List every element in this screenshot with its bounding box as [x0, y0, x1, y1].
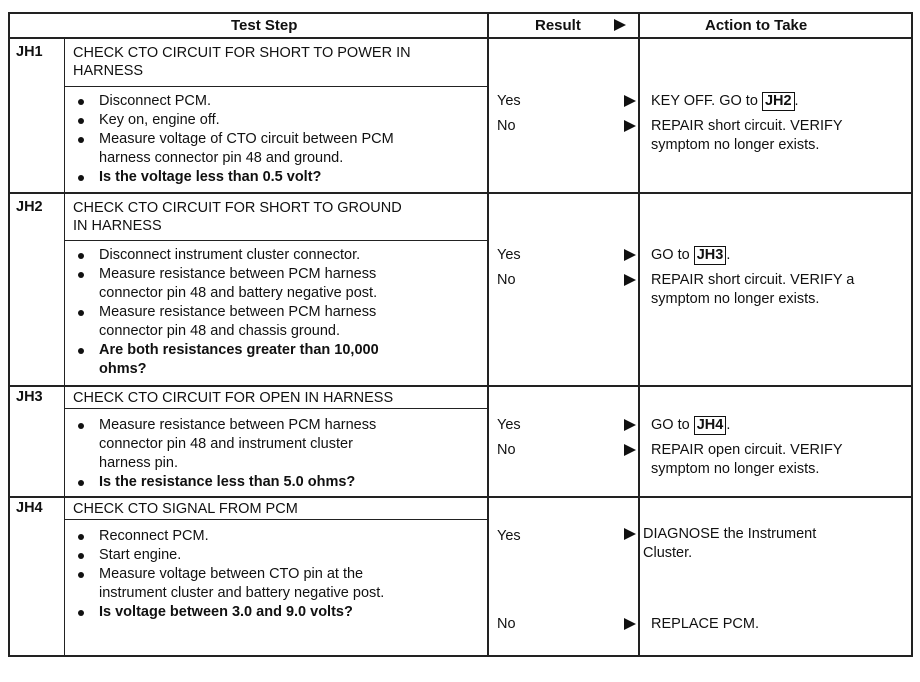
bullet-icon [78, 423, 84, 429]
header-arrow-icon [614, 19, 626, 31]
arrow-icon [624, 528, 636, 540]
bullet-text: Key on, engine off. [99, 112, 220, 128]
action-text: Cluster. [643, 545, 693, 561]
bullet-icon [78, 553, 84, 559]
step-link[interactable]: JH4 [694, 416, 727, 435]
bullet-text: connector pin 48 and instrument cluster [99, 436, 353, 452]
step-id: JH2 [16, 199, 43, 215]
bullet-text: harness pin. [99, 455, 178, 471]
action-text: symptom no longer exists. [651, 137, 820, 153]
action-text: REPAIR short circuit. VERIFY a [651, 272, 855, 288]
result-no: No [497, 272, 516, 288]
result-no: No [497, 118, 516, 134]
action-text: REPAIR short circuit. VERIFY [651, 118, 843, 134]
bullet-text: Start engine. [99, 547, 182, 563]
step-title: CHECK CTO CIRCUIT FOR OPEN IN HARNESS [73, 390, 394, 406]
bullet-icon [78, 272, 84, 278]
action-text: GO to JH4 . [651, 417, 731, 433]
bullet-icon [78, 534, 84, 540]
step-link[interactable]: JH3 [694, 246, 727, 265]
header-result: Result [535, 17, 581, 34]
bullet-icon [78, 99, 84, 105]
bullet-text: Measure resistance between PCM harness [99, 266, 377, 282]
bullet-icon [78, 610, 84, 616]
bullet-text: connector pin 48 and battery negative post. [99, 285, 378, 301]
step-id: JH3 [16, 389, 43, 405]
step-title: CHECK CTO CIRCUIT FOR SHORT TO GROUND [73, 200, 402, 216]
step-link[interactable]: JH2 [762, 92, 795, 111]
bullet-icon [78, 310, 84, 316]
result-yes: Yes [497, 417, 521, 433]
action-text: GO to JH3 . [651, 247, 731, 263]
action-text: REPLACE PCM. [651, 616, 759, 632]
action-text: symptom no longer exists. [651, 461, 820, 477]
bullet-text: Measure resistance between PCM harness [99, 304, 377, 320]
step-title: CHECK CTO CIRCUIT FOR SHORT TO POWER IN [73, 45, 411, 61]
bullet-text: Disconnect instrument cluster connector. [99, 247, 361, 263]
header-test-step: Test Step [231, 17, 298, 34]
bullet-text: instrument cluster and battery negative post. [99, 585, 385, 601]
bullet-icon [78, 253, 84, 259]
bullet-text: Measure voltage of CTO circuit between PCM [99, 131, 394, 147]
action-text: symptom no longer exists. [651, 291, 820, 307]
bullet-question: Is the resistance less than 5.0 ohms? [99, 474, 356, 490]
bullet-question: Is the voltage less than 0.5 volt? [99, 169, 322, 185]
arrow-icon [624, 95, 636, 107]
action-text: KEY OFF. GO to JH2 . [651, 93, 799, 109]
arrow-icon [624, 274, 636, 286]
arrow-icon [624, 120, 636, 132]
bullet-text: Disconnect PCM. [99, 93, 212, 109]
action-text: REPAIR open circuit. VERIFY [651, 442, 843, 458]
action-text: DIAGNOSE the Instrument [643, 526, 817, 542]
bullet-icon [78, 118, 84, 124]
step-title: CHECK CTO SIGNAL FROM PCM [73, 501, 298, 517]
bullet-text: Measure voltage between CTO pin at the [99, 566, 364, 582]
bullet-text: Reconnect PCM. [99, 528, 209, 544]
step-id: JH4 [16, 500, 43, 516]
arrow-icon [624, 618, 636, 630]
bullet-icon [78, 175, 84, 181]
bullet-text: Measure resistance between PCM harness [99, 417, 377, 433]
result-no: No [497, 616, 516, 632]
bullet-icon [78, 480, 84, 486]
result-yes: Yes [497, 247, 521, 263]
arrow-icon [624, 444, 636, 456]
result-yes: Yes [497, 528, 521, 544]
header-action: Action to Take [705, 17, 808, 34]
bullet-question: Are both resistances greater than 10,000 [99, 342, 379, 358]
step-title: HARNESS [73, 63, 144, 79]
bullet-question: ohms? [99, 361, 147, 377]
bullet-icon [78, 572, 84, 578]
bullet-text: harness connector pin 48 and ground. [99, 150, 344, 166]
bullet-icon [78, 348, 84, 354]
step-title: IN HARNESS [73, 218, 162, 234]
arrow-icon [624, 419, 636, 431]
arrow-icon [624, 249, 636, 261]
result-yes: Yes [497, 93, 521, 109]
result-no: No [497, 442, 516, 458]
bullet-icon [78, 137, 84, 143]
bullet-text: connector pin 48 and chassis ground. [99, 323, 341, 339]
step-id: JH1 [16, 44, 43, 60]
bullet-question: Is voltage between 3.0 and 9.0 volts? [99, 604, 353, 620]
